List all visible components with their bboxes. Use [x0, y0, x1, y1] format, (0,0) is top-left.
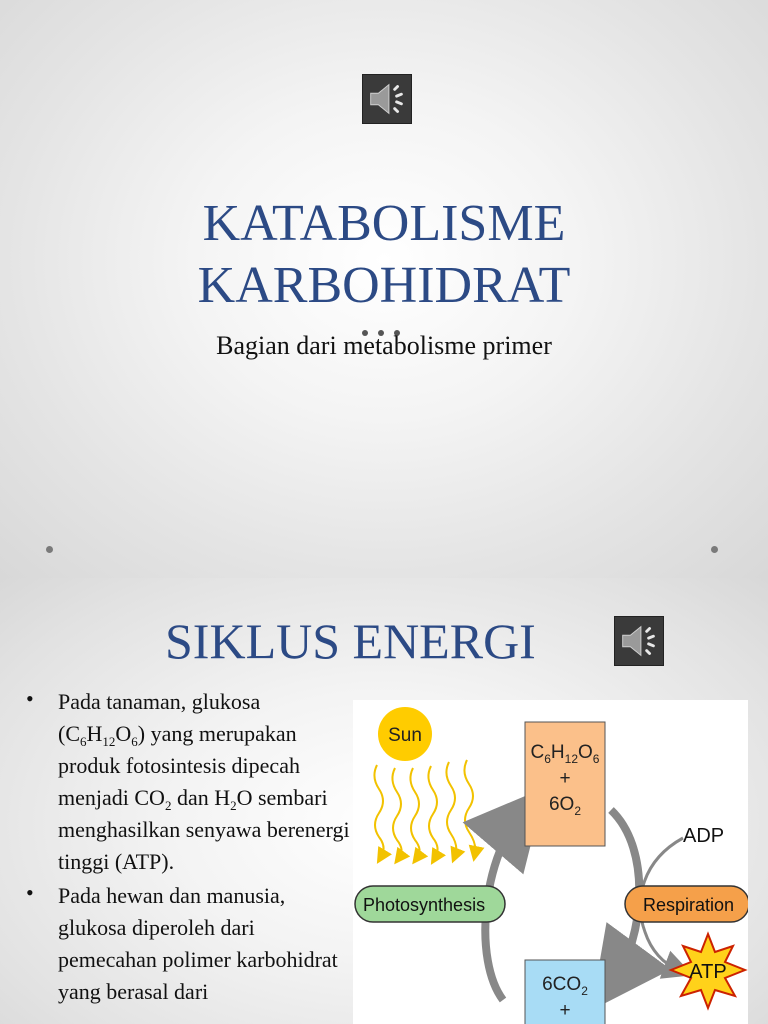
- title-line-2: KARBOHIDRAT: [197, 257, 571, 314]
- glucose-formula: $C_6H_{12}O_6$: [530, 742, 600, 766]
- plus-sign: +: [559, 1000, 571, 1021]
- respiration-label: Respiration: [643, 895, 735, 915]
- corner-dot-left: [46, 546, 53, 553]
- plus-sign: +: [559, 768, 571, 789]
- co2-formula: $6CO_2$: [542, 974, 588, 998]
- sun-label: Sun: [388, 725, 422, 746]
- slide-title: SIKLUS ENERGI: [165, 613, 536, 669]
- atp-label: ATP: [689, 961, 727, 983]
- speaker-icon[interactable]: [614, 616, 664, 666]
- speaker-icon[interactable]: [362, 74, 412, 124]
- bullet-item: • Pada hewan dan manusia, glukosa diperoleh dari pemecahan polimer karbohidrat yang berasal dari: [22, 880, 352, 1008]
- slide-title: [0, 193, 768, 317]
- corner-dot-right: [711, 546, 718, 553]
- energy-cycle-svg: [353, 700, 748, 1024]
- energy-cycle-slide: [0, 578, 768, 1024]
- slide-subtitle: Bagian dari metabolisme primer: [216, 331, 552, 360]
- bullet-item: • Pada tanaman, glukosa $(C_6H_{12}O_6)$ yang merupakan produk fotosintesis dipecah menjadi $CO_2$ dan $H_2O$ sembari menghasilkan senyawa berenergi tinggi (ATP).: [22, 686, 352, 878]
- bullet-list: [22, 686, 352, 1010]
- oxygen-formula: $6O_2$: [548, 794, 582, 818]
- title-line-1: KATABOLISME: [202, 195, 566, 252]
- energy-cycle-diagram: [353, 700, 748, 1024]
- photosynthesis-label: Photosynthesis: [363, 895, 486, 915]
- adp-label: ADP: [683, 825, 725, 847]
- sun-rays: [374, 760, 475, 858]
